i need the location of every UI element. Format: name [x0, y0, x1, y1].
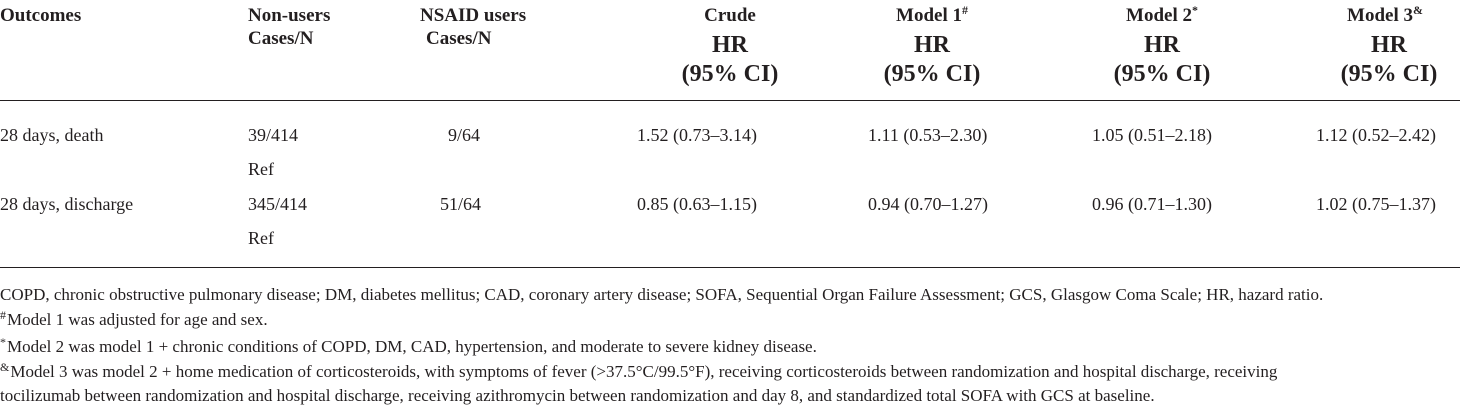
header-model2: Model 2* — [1126, 3, 1198, 26]
row1-nsaid-users: 9/64 — [448, 125, 481, 145]
row2-non-users: 345/414 — [248, 194, 308, 214]
header-crude-hr: HR — [712, 32, 748, 58]
header-crude-ci: (95% CI) — [681, 61, 779, 87]
header-model1-hr: HR — [914, 32, 950, 58]
header-model1: Model 1# — [896, 3, 968, 26]
footnote-model3-mark: & — [0, 360, 10, 374]
row1-non-users-ref: Ref — [248, 159, 274, 179]
row2-crude: 0.85 (0.63–1.15) — [637, 194, 757, 214]
row2-model3: 1.02 (0.75–1.37) — [1316, 194, 1436, 214]
footnote-model2: *Model 2 was model 1 + chronic conditions of COPD, DM, CAD, hypertension, and moderate to severe kidney disease. — [0, 335, 817, 356]
footnote-model1: #Model 1 was adjusted for age and sex. — [0, 308, 268, 329]
header-model1-mark: # — [961, 3, 968, 17]
footnote-model1-mark: # — [0, 308, 6, 322]
header-model3-mark: & — [1412, 3, 1423, 17]
row1-non-users: 39/414 — [248, 125, 299, 145]
header-non-users-line2: Cases/N — [248, 28, 314, 49]
header-outcomes: Outcomes — [0, 5, 82, 26]
row1-model1: 1.11 (0.53–2.30) — [868, 125, 988, 145]
row2-model1: 0.94 (0.70–1.27) — [868, 194, 988, 214]
row2-model2: 0.96 (0.71–1.30) — [1092, 194, 1212, 214]
table-bottom-rule — [0, 267, 1460, 268]
row2-outcome: 28 days, discharge — [0, 194, 134, 214]
header-model2-mark: * — [1191, 3, 1198, 17]
footnote-model3-line1: &Model 3 was model 2 + home medication of corticosteroids, with symptoms of fever (>37.5°C/99.5°F), receiving corticosteroids between randomization and hospital discharge, receiving — [0, 360, 1278, 381]
header-model1-ci: (95% CI) — [883, 61, 981, 87]
header-model2-ci: (95% CI) — [1113, 61, 1211, 87]
header-model2-hr: HR — [1144, 32, 1180, 58]
header-model3-hr: HR — [1371, 32, 1407, 58]
header-model3-ci: (95% CI) — [1340, 61, 1438, 87]
header-model3: Model 3& — [1347, 3, 1423, 26]
row2-non-users-ref: Ref — [248, 228, 274, 248]
row1-model2: 1.05 (0.51–2.18) — [1092, 125, 1212, 145]
header-nsaid-users-line1: NSAID users — [420, 5, 527, 26]
row1-model3: 1.12 (0.52–2.42) — [1316, 125, 1436, 145]
header-non-users-line1: Non-users — [248, 5, 331, 26]
row2-nsaid-users: 51/64 — [440, 194, 482, 214]
header-crude: Crude — [704, 5, 756, 26]
footnote-abbreviations: COPD, chronic obstructive pulmonary disease; DM, diabetes mellitus; CAD, coronary artery disease; SOFA, Sequential Organ Failure Assessment; GCS, Glasgow Coma Scale; HR, hazard ratio. — [0, 285, 1324, 304]
footnote-model2-mark: * — [0, 335, 6, 349]
footnote-model3-line2: tocilizumab between randomization and hospital discharge, receiving azithromycin between randomization and day 8, and standardized total SOFA with GCS at baseline. — [0, 386, 1155, 405]
header-nsaid-users-line2: Cases/N — [426, 28, 492, 49]
row1-outcome: 28 days, death — [0, 125, 104, 145]
row1-crude: 1.52 (0.73–3.14) — [637, 125, 757, 145]
header-rule — [0, 100, 1460, 101]
